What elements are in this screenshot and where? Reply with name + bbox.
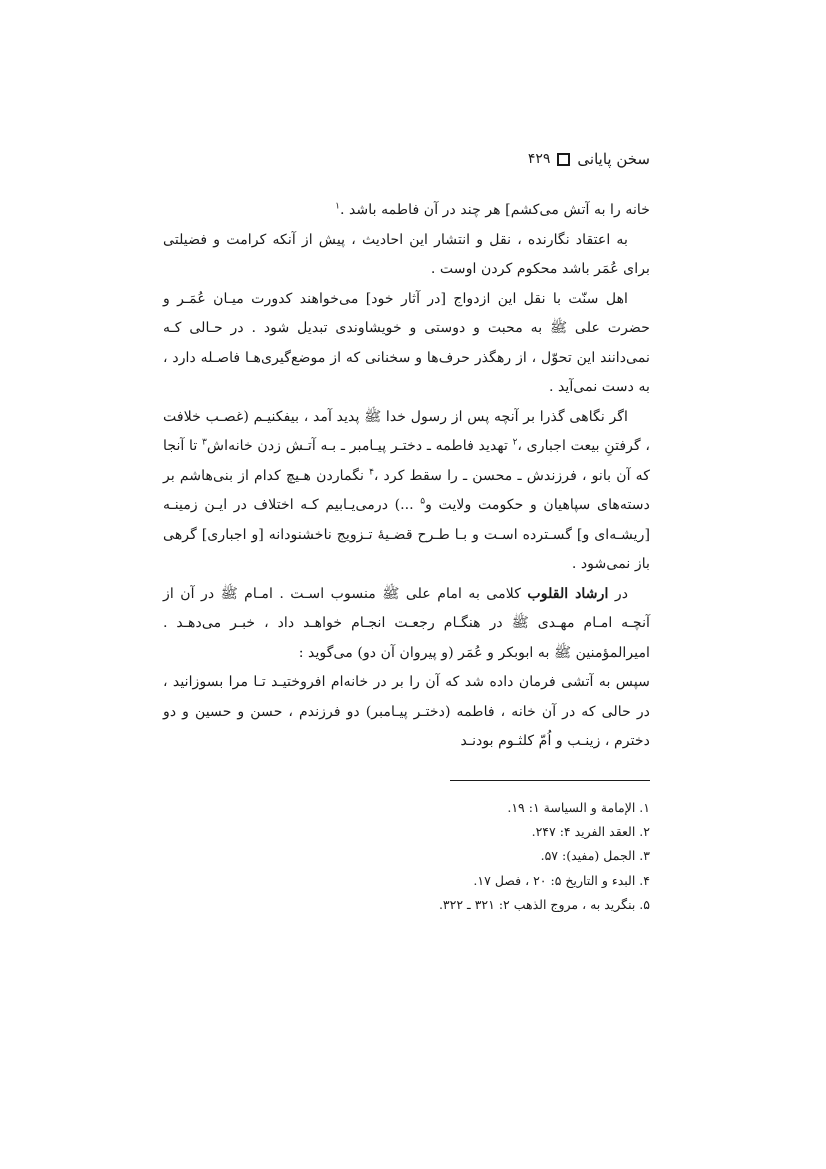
paragraph-5: در ارشاد القلوب کلامی به امام علی ﷺ منسوب اسـت . امـام ﷺ در آن از آنچـه امـام مهـدی ﷺ در هنگـام رجعـت انجـام خواهـد داد ، خبـر می‌دهـد . امیرالمؤمنین ﷺ به ابوبکر و عُمَر (و پیروان آن دو) می‌گوید : — [163, 585, 650, 661]
paragraph-4: اگر نگاهی گذرا بر آنچه پس از رسول خدا ﷺ پدید آمد ، بیفکنیـم (غصـب خلافت ، گرفتنِ بیعت اجباری ،$^۲$ تهدید فاطمه ـ دختـر پیـامبر ـ بـه آتـش زدن خانه‌اش$^۳$ تا آنجا که آن بانو ، فرزندش ـ محسن ـ را سقط کرد ،$^۴$ نگماردن هـیچ کدام از بنی‌هاشم بر دسته‌های سپاهیان و حکومت ولایت و$^۵$ ...) درمی‌یـابیم کـه اختلاف در ایـن زمینـه [ریشـه‌ای و] گسـترده اسـت و بـا طـرح قضـیهٔ تـزویج ناخشنودانه [و اجباری] گرهی باز نمی‌شود . — [163, 408, 651, 572]
square-ornament-icon — [557, 153, 570, 166]
footnote-3: ۳. الجمل (مفید): ۵۷. — [540, 848, 650, 864]
main-text — [163, 196, 650, 757]
page-number: ۴۲۹ — [527, 151, 551, 167]
footnote-2: ۲. العقد الفرید ۴: ۲۴۷. — [531, 824, 650, 840]
footnote-ref-4: ۴ — [369, 466, 374, 477]
footnote-4: ۴. البدء و التاریخ ۵: ۲۰ ، فصل ۱۷. — [473, 872, 650, 888]
footnotes — [163, 796, 650, 917]
quoted-passage: سپس به آتشی فرمان داده شد که آن را بر در خانه‌ام افروختیـد تـا مرا بسوزانید ، در حالی که در آن خانه ، فاطمه (دختـر پیـامبر) دو فرزندم ، حسن و حسین و دو دخترم ، زینـب و اُمّ کلثـوم بودنـد — [163, 674, 650, 749]
paragraph-2: به اعتقاد نگارنده ، نقل و انتشار این احادیث ، پیش از آنکه کرامت و فضیلتی برای عُمَر باشد محکوم کردن اوست . — [163, 231, 650, 277]
footnote-ref-5: ۵ — [420, 496, 426, 507]
chapter-title: سخن پایانی — [577, 150, 650, 168]
paragraph-1: خانه را به آتش می‌کشم] هر چند در آن فاطمه باشد .$^۱$ — [335, 201, 650, 218]
book-title: ارشاد القلوب — [527, 585, 609, 602]
footnote-divider — [450, 780, 650, 781]
running-head — [528, 150, 650, 168]
footnote-1: ۱. الإمامة و السیاسة ۱: ۱۹. — [507, 800, 650, 815]
footnote-ref-3: ۳ — [202, 437, 207, 448]
paragraph-3: اهل سنّت با نقل این ازدواج [در آثار خود] می‌خواهند کدورت میـان عُمَـر و حضرت علی ﷺ به محبت و دوستی و خویشاوندی تبدیل شود . در حـالی کـه نمی‌دانند این تحوّل ، از رهگذر حرف‌ها و سخنانی که از موضع‌گیری‌هـا فاصـله دارد ، به دست نمی‌آید . — [163, 290, 650, 395]
footnote-5: ۵. بنگرید به ، مروج الذهب ۲: ۳۲۱ ـ ۳۲۲. — [438, 896, 650, 912]
footnote-ref-1: ۱ — [335, 201, 340, 212]
footnote-ref-2: ۲ — [512, 437, 518, 448]
